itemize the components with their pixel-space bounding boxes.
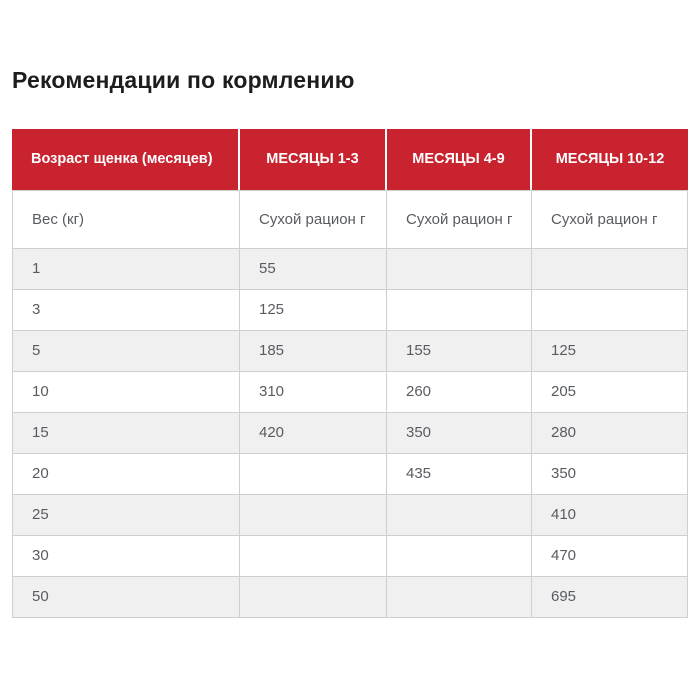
table-row bbox=[12, 454, 688, 495]
weight-cell: 50 bbox=[12, 577, 240, 618]
weight-cell: 5 bbox=[12, 331, 240, 372]
value-cell: 695 bbox=[532, 577, 688, 618]
header-puppy-age: Возраст щенка (месяцев) bbox=[12, 129, 240, 190]
subheader-row bbox=[12, 190, 688, 249]
table-row bbox=[12, 536, 688, 577]
table-row bbox=[12, 249, 688, 290]
subheader-dry-ration-2: Сухой рацион г bbox=[387, 190, 532, 249]
value-cell: 55 bbox=[240, 249, 387, 290]
value-cell: 435 bbox=[387, 454, 532, 495]
value-cell: 410 bbox=[532, 495, 688, 536]
value-cell: 125 bbox=[240, 290, 387, 331]
weight-cell: 3 bbox=[12, 290, 240, 331]
weight-cell: 10 bbox=[12, 372, 240, 413]
table-row bbox=[12, 413, 688, 454]
header-months-4-9: МЕСЯЦЫ 4-9 bbox=[387, 129, 532, 190]
feeding-recommendations-table bbox=[12, 129, 688, 618]
value-cell bbox=[387, 495, 532, 536]
table-row bbox=[12, 372, 688, 413]
value-cell bbox=[240, 577, 387, 618]
value-cell: 350 bbox=[532, 454, 688, 495]
value-cell bbox=[532, 290, 688, 331]
value-cell bbox=[387, 577, 532, 618]
table-row bbox=[12, 495, 688, 536]
value-cell bbox=[387, 290, 532, 331]
value-cell: 350 bbox=[387, 413, 532, 454]
subheader-weight: Вес (кг) bbox=[12, 190, 240, 249]
value-cell: 280 bbox=[532, 413, 688, 454]
value-cell bbox=[387, 536, 532, 577]
value-cell bbox=[240, 536, 387, 577]
header-months-1-3: МЕСЯЦЫ 1-3 bbox=[240, 129, 387, 190]
weight-cell: 25 bbox=[12, 495, 240, 536]
value-cell: 155 bbox=[387, 331, 532, 372]
page-title: Рекомендации по кормлению bbox=[12, 67, 355, 93]
value-cell bbox=[387, 249, 532, 290]
table-row bbox=[12, 331, 688, 372]
weight-cell: 1 bbox=[12, 249, 240, 290]
subheader-dry-ration-3: Сухой рацион г bbox=[532, 190, 688, 249]
value-cell: 260 bbox=[387, 372, 532, 413]
value-cell: 125 bbox=[532, 331, 688, 372]
table-header-row bbox=[12, 129, 688, 190]
value-cell: 310 bbox=[240, 372, 387, 413]
weight-cell: 15 bbox=[12, 413, 240, 454]
table-row bbox=[12, 577, 688, 618]
value-cell: 470 bbox=[532, 536, 688, 577]
value-cell: 185 bbox=[240, 331, 387, 372]
value-cell bbox=[240, 454, 387, 495]
value-cell bbox=[240, 495, 387, 536]
value-cell bbox=[532, 249, 688, 290]
header-months-10-12: МЕСЯЦЫ 10-12 bbox=[532, 129, 688, 190]
weight-cell: 20 bbox=[12, 454, 240, 495]
value-cell: 205 bbox=[532, 372, 688, 413]
table-row bbox=[12, 290, 688, 331]
subheader-dry-ration-1: Сухой рацион г bbox=[240, 190, 387, 249]
value-cell: 420 bbox=[240, 413, 387, 454]
weight-cell: 30 bbox=[12, 536, 240, 577]
